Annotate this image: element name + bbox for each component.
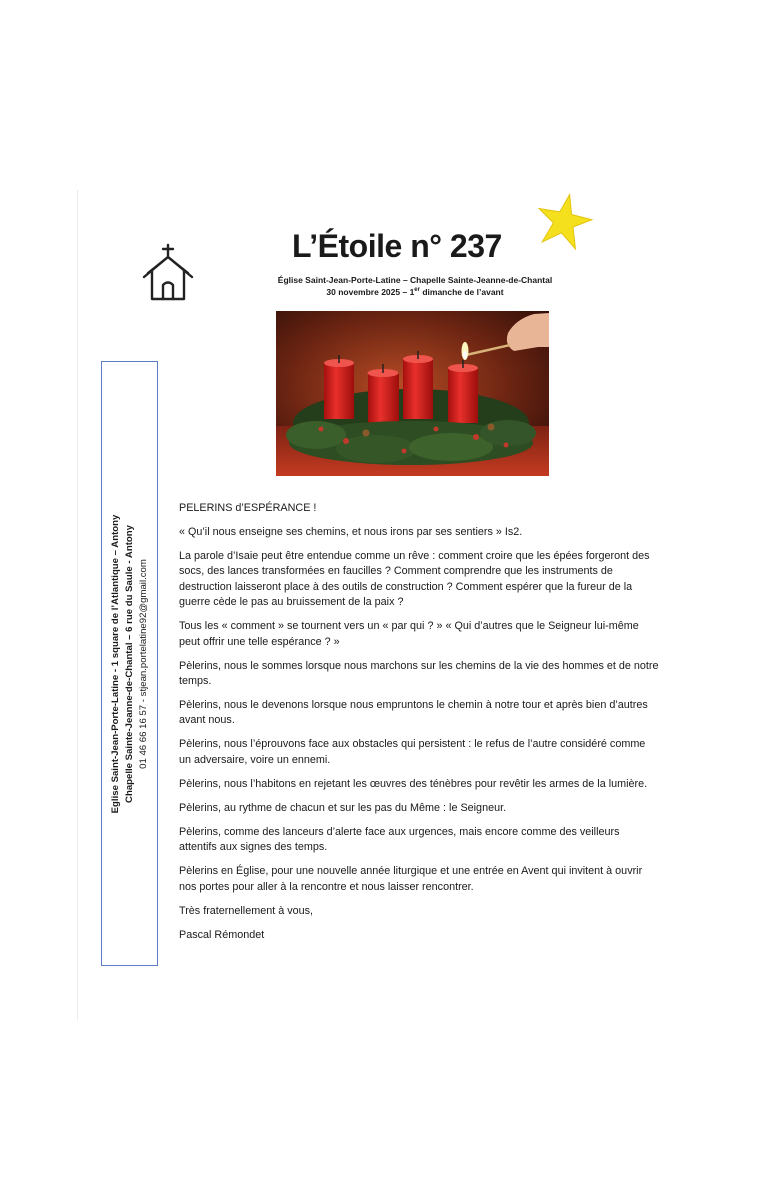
subtitle-date bbox=[220, 287, 610, 297]
paragraph: Pèlerins, comme des lanceurs d’alerte face aux urgences, mais encore comme des veilleurs attentifs aux signes des temps. bbox=[179, 825, 620, 854]
page-edge bbox=[77, 190, 78, 1020]
paragraph: Pèlerins, nous le devenons lorsque nous empruntons le chemin à notre tour et après bien d’autres avant nous. bbox=[179, 699, 648, 727]
advent-wreath-photo bbox=[276, 311, 549, 476]
paragraph: « Qu’il nous enseigne ses chemins, et nous irons par ses sentiers » Is2. bbox=[179, 526, 523, 538]
subtitle-date-part1: 30 novembre 2025 – 1 bbox=[326, 287, 415, 297]
address-church: Eglise Saint-Jean-Porte-Latine - 1 square de l’Atlantique – Antony bbox=[109, 514, 121, 813]
address-sidebar-text bbox=[109, 364, 151, 964]
paragraph: Pèlerins, nous l’habitons en rejetant les œuvres des ténèbres pour revêtir les armes de la lumière. bbox=[179, 777, 648, 790]
paragraph: Pèlerins, nous le sommes lorsque nous marchons sur les chemins de la vie des hommes et de notre temps. bbox=[179, 659, 659, 688]
star-icon bbox=[534, 191, 594, 251]
subtitle-date-part2: dimanche de l’avant bbox=[419, 287, 504, 297]
contact-info: 01 46 66 16 57 - stjean.portelatine92@gmail.com bbox=[137, 558, 149, 769]
paragraph: Tous les « comment » se tournent vers un « par qui ? » « Qui d’autres que le Seigneur lui-même peut offrir une telle espérance ? » bbox=[179, 620, 639, 648]
address-chapel: Chapelle Sainte-Jeanne-de-Chantal – 6 rue du Saule - Antony bbox=[123, 524, 135, 803]
heading-pelerins: PELERINS d’ESPÉRANCE ! bbox=[179, 502, 317, 514]
paragraph: La parole d’Isaie peut être entendue comme un rêve : comment croire que les épées forgeront des socs, des lances transformées en faucilles ? Comment comprendre que les instruments de destruction laisseront place à des outils de construction ? Comment espérer que la fureur de la guerre cède le pas au bruissement de la paix ? bbox=[179, 550, 650, 609]
editorial-body bbox=[179, 501, 659, 952]
paragraph: Pèlerins, nous l’éprouvons face aux obstacles qui persistent : le refus de l’autre considéré comme un adversaire, voire un ennemi. bbox=[179, 738, 646, 766]
subtitle-date-sup: er bbox=[414, 287, 420, 294]
signature: Pascal Rémondet bbox=[179, 928, 265, 941]
paragraph: Pèlerins en Église, pour une nouvelle année liturgique et une entrée en Avent qui invitent à ouvrir nos portes pour aller à la rencontre et nous laisser rencontrer. bbox=[179, 865, 643, 893]
closing-line: Très fraternellement à vous, bbox=[179, 904, 314, 917]
church-icon bbox=[142, 243, 194, 303]
address-sidebar bbox=[101, 361, 158, 966]
newsletter-title: L’Étoile n° 237 bbox=[292, 228, 502, 264]
paragraph: Pèlerins, au rythme de chacun et sur les pas du Même : le Seigneur. bbox=[179, 801, 507, 814]
subtitle-parishes: Église Saint-Jean-Porte-Latine – Chapelle Sainte-Jeanne-de-Chantal bbox=[277, 275, 553, 285]
